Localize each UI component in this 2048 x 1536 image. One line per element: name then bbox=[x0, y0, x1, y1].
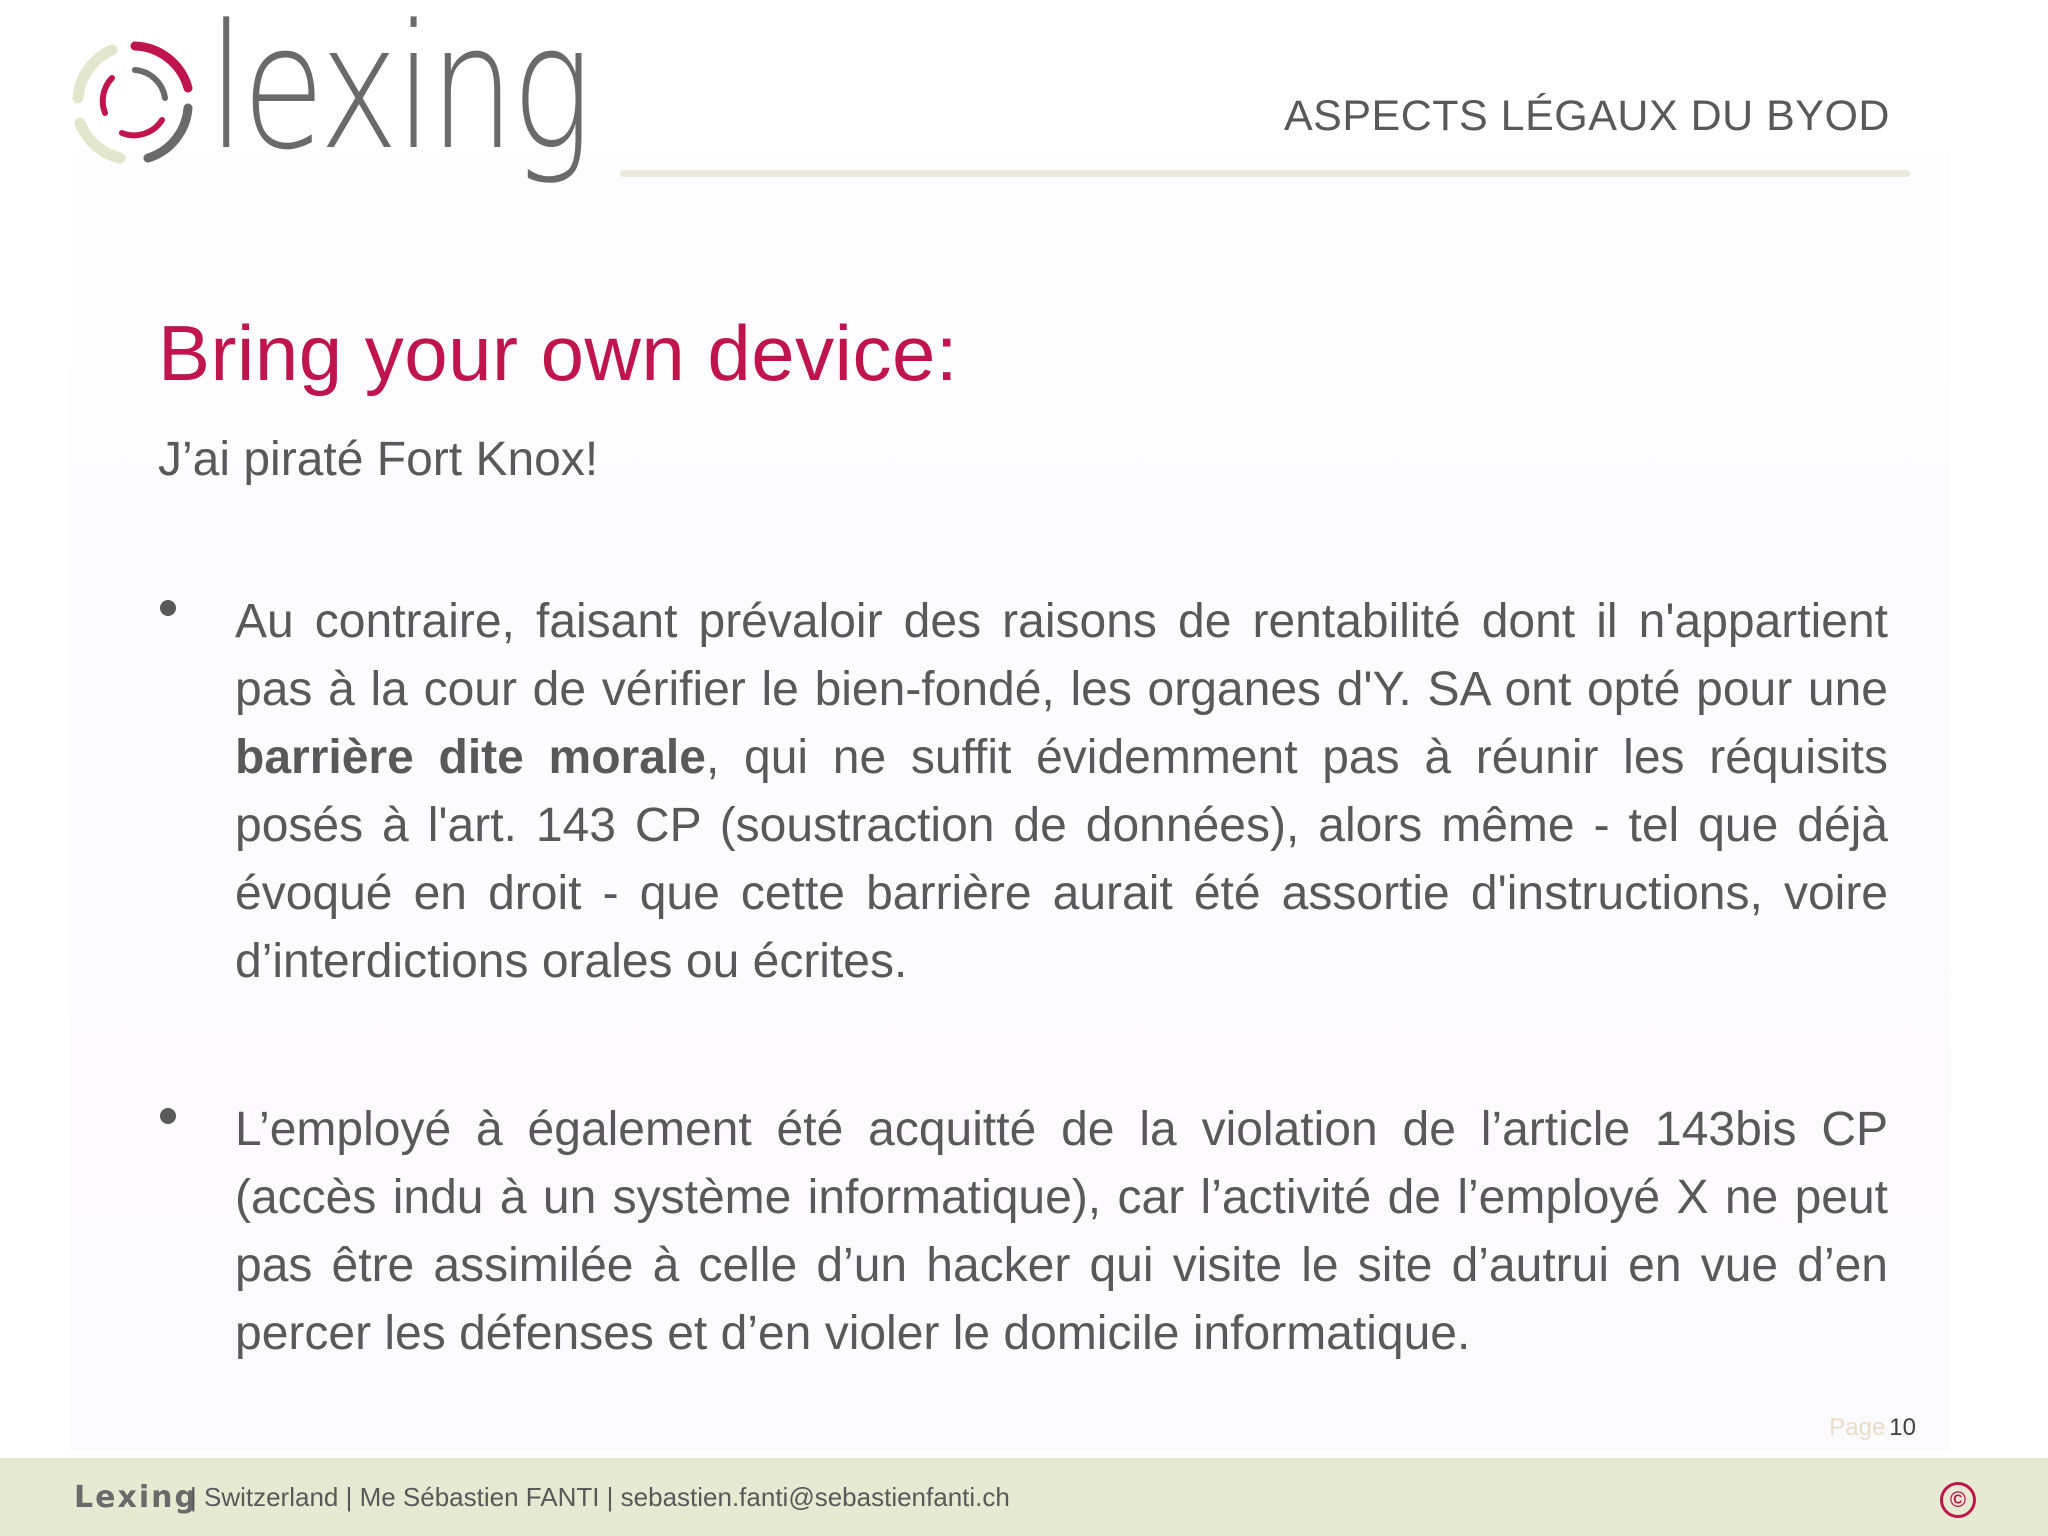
bullet-list bbox=[158, 588, 1888, 1468]
copyright-icon: © bbox=[1940, 1482, 1976, 1518]
page-number bbox=[1829, 1414, 1916, 1442]
bullet-text: L’employé à également été acquitté de la violation de l’article 143bis CP (accès indu à un système informatique), car l’activité de l’employé X ne peut pas être assimilée à celle d’un hacker qui visite le site d’autrui en vue d’en percer les défenses et d’en violer le domicile informatique. bbox=[235, 1103, 1888, 1360]
bullet-bold-phrase: barrière dite morale bbox=[235, 731, 706, 784]
bullet-text-part: Au contraire, faisant prévaloir des raisons de rentabilité dont il n'appartient pas à la cour de vérifier le bien-fondé, les organes d'Y. SA ont opté pour une bbox=[235, 595, 1888, 716]
header-title: ASPECTS LÉGAUX DU BYOD bbox=[1284, 92, 1890, 140]
bullet-item bbox=[158, 1096, 1888, 1368]
header-divider bbox=[620, 170, 1910, 177]
bullet-text-part: , qui ne suffit évidemment pas à réunir les réquisits posés à l'art. 143 CP (soustraction de données), alors même - tel que déjà évoqué en droit - que cette barrière aurait été assortie d'instructions, voire d’interdictions orales ou écrites. bbox=[235, 731, 1888, 988]
slide-subtitle: J’ai piraté Fort Knox! bbox=[158, 433, 599, 486]
bullet-dot-icon bbox=[160, 1108, 176, 1124]
page-number-value: 10 bbox=[1889, 1414, 1916, 1441]
logo-wordmark: lexing bbox=[208, 0, 589, 188]
logo-swirl-icon bbox=[60, 28, 210, 178]
footer-contact-text: | Switzerland | Me Sébastien FANTI | sebastien.fanti@sebastienfanti.ch bbox=[190, 1482, 1010, 1512]
slide-title: Bring your own device: bbox=[158, 309, 959, 397]
footer-logo: Lexing bbox=[74, 1480, 198, 1515]
lexing-logo bbox=[60, 0, 620, 280]
page-label: Page bbox=[1829, 1414, 1886, 1441]
bullet-dot-icon bbox=[160, 600, 176, 616]
bullet-text bbox=[235, 588, 1888, 996]
bullet-item bbox=[158, 588, 1888, 996]
footer-bar bbox=[0, 1458, 2048, 1536]
